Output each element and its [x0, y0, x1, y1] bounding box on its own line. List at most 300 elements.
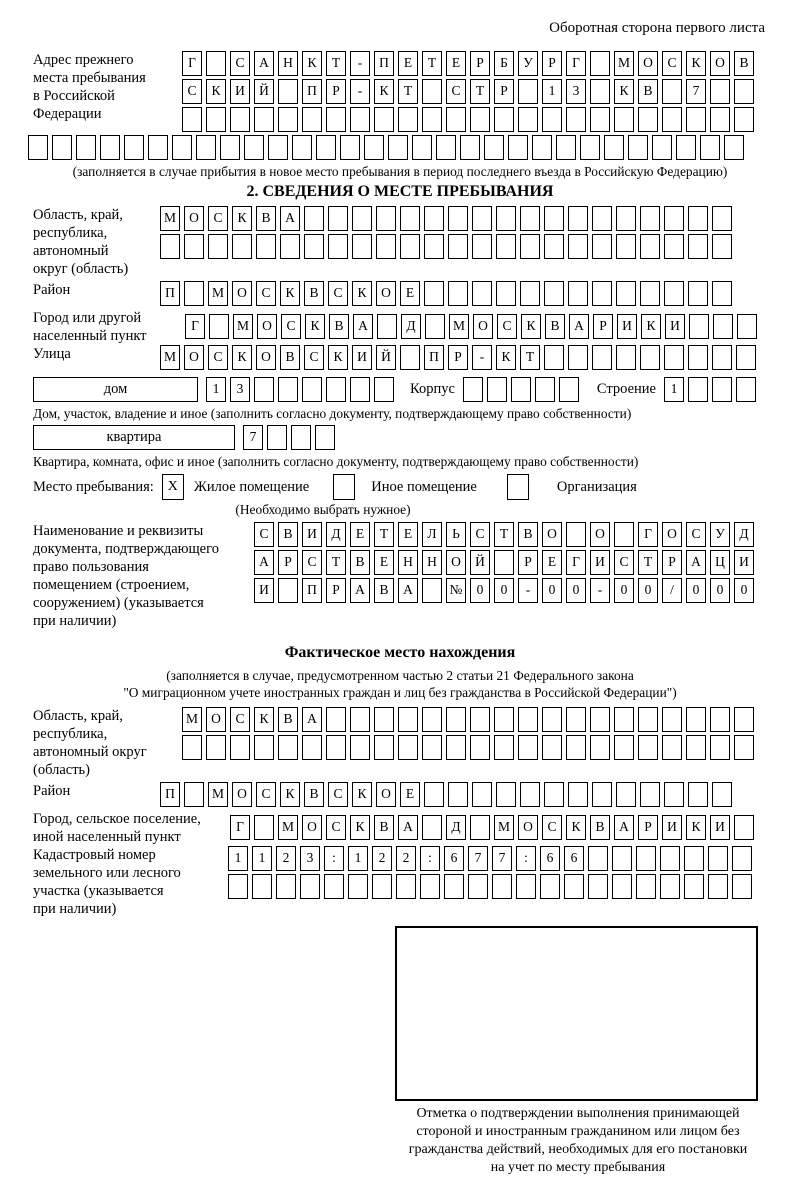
char-cell: И: [734, 550, 754, 575]
label-line: населенный пункт: [33, 328, 147, 344]
mesto-block: [33, 474, 767, 500]
char-cell: [511, 377, 531, 402]
char-cell: [542, 107, 562, 132]
char-cell: [712, 782, 732, 807]
label-line: документа, подтверждающего: [33, 541, 219, 557]
char-cell: [206, 107, 226, 132]
checkbox-inoe: [333, 474, 355, 500]
char-cell: [496, 782, 516, 807]
char-cell: [472, 206, 492, 231]
prev-address-note: (заполняется в случае прибытия в новое место пребывания в период последнего въезда в Российскую Федерацию): [72, 164, 728, 179]
char-cell: [304, 234, 324, 259]
char-cell: [328, 206, 348, 231]
char-cell: [372, 874, 392, 899]
char-cell: [424, 782, 444, 807]
char-cell: [377, 314, 397, 339]
char-cell: [184, 234, 204, 259]
char-cell: А: [614, 815, 634, 840]
char-cell: К: [641, 314, 661, 339]
option-org-label: Организация: [556, 478, 637, 495]
char-cell: П: [160, 782, 180, 807]
char-cell: [640, 206, 660, 231]
prev-address-row-2: [182, 79, 758, 104]
char-cell: [376, 206, 396, 231]
char-cell: [304, 206, 324, 231]
char-cell: 3: [300, 846, 320, 871]
stroenie-cells: [664, 377, 760, 402]
char-cell: Е: [350, 522, 370, 547]
char-cell: Р: [542, 51, 562, 76]
char-cell: -: [350, 79, 370, 104]
char-cell: [352, 206, 372, 231]
char-cell: [398, 107, 418, 132]
label-line: округ (область): [33, 261, 129, 277]
char-cell: С: [230, 51, 250, 76]
char-cell: [688, 345, 708, 370]
char-cell: К: [232, 345, 252, 370]
label-line: республика,: [33, 726, 108, 742]
char-cell: Е: [374, 550, 394, 575]
char-cell: [100, 135, 120, 160]
option-inoe-label: Иное помещение: [371, 478, 477, 495]
char-cell: [712, 345, 732, 370]
char-cell: [732, 846, 752, 871]
char-cell: А: [686, 550, 706, 575]
char-cell: [494, 550, 514, 575]
char-cell: [230, 735, 250, 760]
char-cell: [516, 874, 536, 899]
char-cell: [520, 234, 540, 259]
char-cell: [278, 107, 298, 132]
char-cell: [688, 782, 708, 807]
char-cell: 7: [492, 846, 512, 871]
label-line: иной населенный пункт: [33, 829, 181, 845]
label-line: Федерации: [33, 106, 102, 122]
char-cell: [326, 735, 346, 760]
char-cell: [487, 377, 507, 402]
char-cell: О: [256, 345, 276, 370]
char-cell: Р: [593, 314, 613, 339]
char-cell: [734, 815, 754, 840]
char-cell: М: [208, 782, 228, 807]
char-cell: [472, 234, 492, 259]
char-cell: [206, 51, 226, 76]
char-cell: [628, 135, 648, 160]
char-cell: С: [254, 522, 274, 547]
char-cell: [302, 735, 322, 760]
char-cell: [470, 107, 490, 132]
char-cell: [484, 135, 504, 160]
char-cell: [496, 281, 516, 306]
char-cell: [660, 846, 680, 871]
char-cell: [228, 874, 248, 899]
char-cell: О: [232, 782, 252, 807]
oblast-row-1: [160, 206, 736, 231]
char-cell: Н: [422, 550, 442, 575]
char-cell: А: [302, 707, 322, 732]
char-cell: О: [710, 51, 730, 76]
char-cell: 1: [664, 377, 684, 402]
char-cell: А: [254, 51, 274, 76]
char-cell: [724, 135, 744, 160]
char-cell: Г: [230, 815, 250, 840]
char-cell: Т: [398, 79, 418, 104]
char-cell: [590, 107, 610, 132]
option-zhiloe-label: Жилое помещение: [193, 478, 310, 495]
section2-title: 2. СВЕДЕНИЯ О МЕСТЕ ПРЕБЫВАНИЯ: [246, 183, 554, 200]
char-cell: Г: [566, 550, 586, 575]
char-cell: [684, 874, 704, 899]
oblast-label: [33, 206, 160, 278]
char-cell: [352, 234, 372, 259]
char-cell: [700, 135, 720, 160]
char-cell: 0: [686, 578, 706, 603]
char-cell: И: [230, 79, 250, 104]
kadastr-block: [33, 846, 767, 918]
char-cell: М: [160, 206, 180, 231]
char-cell: [252, 874, 272, 899]
char-cell: 0: [734, 578, 754, 603]
char-cell: [396, 874, 416, 899]
kvartira-label-box: квартира: [33, 425, 235, 450]
char-cell: Д: [446, 815, 466, 840]
char-cell: 6: [540, 846, 560, 871]
raion-block: [33, 281, 767, 309]
char-cell: С: [256, 281, 276, 306]
char-cell: [592, 782, 612, 807]
char-cell: [662, 79, 682, 104]
char-cell: [424, 206, 444, 231]
char-cell: Р: [518, 550, 538, 575]
page-title: Оборотная сторона первого листа: [549, 20, 765, 36]
char-cell: С: [182, 79, 202, 104]
char-cell: №: [446, 578, 466, 603]
char-cell: [640, 234, 660, 259]
char-cell: [640, 782, 660, 807]
char-cell: [350, 107, 370, 132]
char-cell: Й: [254, 79, 274, 104]
oblast-block: [33, 206, 767, 278]
fact-raion-row: [160, 782, 736, 807]
char-cell: [734, 735, 754, 760]
char-cell: [542, 735, 562, 760]
char-cell: [559, 377, 579, 402]
char-cell: И: [254, 578, 274, 603]
char-cell: [520, 782, 540, 807]
char-cell: [568, 281, 588, 306]
label-line: при наличии): [33, 613, 117, 629]
char-cell: [374, 735, 394, 760]
char-cell: Й: [376, 345, 396, 370]
char-cell: [710, 707, 730, 732]
char-cell: [340, 135, 360, 160]
oblast-row-2: [160, 234, 736, 259]
char-cell: [518, 735, 538, 760]
char-cell: [350, 377, 370, 402]
char-cell: [422, 79, 442, 104]
char-cell: Ь: [446, 522, 466, 547]
char-cell: [28, 135, 48, 160]
char-cell: П: [374, 51, 394, 76]
char-cell: 7: [243, 425, 263, 450]
char-cell: [232, 234, 252, 259]
char-cell: [688, 377, 708, 402]
char-cell: Р: [448, 345, 468, 370]
char-cell: [470, 735, 490, 760]
char-cell: [422, 107, 442, 132]
label-line: помещением (строением,: [33, 577, 190, 593]
char-cell: С: [256, 782, 276, 807]
char-cell: А: [398, 578, 418, 603]
char-cell: А: [353, 314, 373, 339]
char-cell: [710, 79, 730, 104]
char-cell: 1: [252, 846, 272, 871]
char-cell: [592, 281, 612, 306]
checkbox-org: [507, 474, 529, 500]
char-cell: [315, 425, 335, 450]
char-cell: [638, 707, 658, 732]
char-cell: [566, 107, 586, 132]
char-cell: 0: [542, 578, 562, 603]
char-cell: [686, 107, 706, 132]
char-cell: Л: [422, 522, 442, 547]
char-cell: [590, 51, 610, 76]
char-cell: [612, 874, 632, 899]
char-cell: -: [472, 345, 492, 370]
char-cell: О: [376, 782, 396, 807]
char-cell: [636, 846, 656, 871]
char-cell: [444, 874, 464, 899]
char-cell: Р: [638, 815, 658, 840]
char-cell: Д: [326, 522, 346, 547]
char-cell: [614, 107, 634, 132]
label-line: "О миграционном учете иностранных граждан и лиц без гражданства в Российской Федерации"): [123, 685, 677, 700]
char-cell: [568, 345, 588, 370]
char-cell: [736, 345, 756, 370]
dom-note: Дом, участок, владение и иное (заполнить согласно документу, подтверждающему право собственности): [33, 406, 632, 421]
char-cell: Т: [326, 51, 346, 76]
char-cell: В: [374, 815, 394, 840]
char-cell: О: [638, 51, 658, 76]
fact-raion-block: [33, 782, 767, 810]
kadastr-label: [33, 846, 228, 918]
char-cell: Р: [662, 550, 682, 575]
char-cell: С: [326, 815, 346, 840]
char-cell: К: [254, 707, 274, 732]
char-cell: [412, 135, 432, 160]
char-cell: [544, 281, 564, 306]
char-cell: Г: [566, 51, 586, 76]
document-row-1: [254, 522, 758, 547]
char-cell: [660, 874, 680, 899]
char-cell: Д: [401, 314, 421, 339]
char-cell: [636, 874, 656, 899]
char-cell: Р: [326, 79, 346, 104]
char-cell: [420, 874, 440, 899]
label-line: гражданства действий, необходимых для его постановки: [408, 1142, 748, 1157]
char-cell: К: [352, 281, 372, 306]
char-cell: [686, 735, 706, 760]
char-cell: [664, 234, 684, 259]
gorod-block: [33, 309, 767, 345]
char-cell: [244, 135, 264, 160]
char-cell: [712, 377, 732, 402]
char-cell: П: [302, 79, 322, 104]
char-cell: [544, 206, 564, 231]
char-cell: Е: [400, 281, 420, 306]
ulitsa-block: [33, 345, 767, 373]
char-cell: [254, 815, 274, 840]
checkbox-zhiloe: X: [162, 474, 184, 500]
char-cell: Е: [542, 550, 562, 575]
char-cell: [676, 135, 696, 160]
char-cell: [448, 782, 468, 807]
char-cell: К: [521, 314, 541, 339]
char-cell: В: [280, 345, 300, 370]
char-cell: [302, 377, 322, 402]
label-line: Область, край,: [33, 708, 123, 724]
char-cell: Н: [398, 550, 418, 575]
char-cell: [710, 735, 730, 760]
char-cell: Г: [638, 522, 658, 547]
char-cell: [580, 135, 600, 160]
char-cell: [230, 107, 250, 132]
char-cell: [276, 874, 296, 899]
char-cell: К: [350, 815, 370, 840]
char-cell: К: [496, 345, 516, 370]
char-cell: [425, 314, 445, 339]
char-cell: 0: [614, 578, 634, 603]
char-cell: [614, 707, 634, 732]
char-cell: К: [352, 782, 372, 807]
fact-gorod-row: [230, 815, 758, 840]
char-cell: И: [665, 314, 685, 339]
char-cell: [592, 345, 612, 370]
label-line: автономный: [33, 243, 109, 259]
kvartira-note: Квартира, комната, офис и иное (заполнить согласно документу, подтверждающему право собственности): [33, 454, 639, 469]
char-cell: А: [254, 550, 274, 575]
char-cell: [148, 135, 168, 160]
char-cell: М: [449, 314, 469, 339]
char-cell: [424, 281, 444, 306]
char-cell: О: [257, 314, 277, 339]
char-cell: [348, 874, 368, 899]
char-cell: О: [542, 522, 562, 547]
char-cell: 2: [396, 846, 416, 871]
char-cell: [463, 377, 483, 402]
label-line: на учет по месту пребывания: [490, 1160, 666, 1175]
char-cell: В: [278, 522, 298, 547]
char-cell: 2: [372, 846, 392, 871]
char-cell: В: [278, 707, 298, 732]
char-cell: [398, 707, 418, 732]
char-cell: О: [446, 550, 466, 575]
fact-oblast-row-2: [182, 735, 758, 760]
char-cell: [300, 874, 320, 899]
char-cell: -: [590, 578, 610, 603]
char-cell: [350, 735, 370, 760]
char-cell: С: [281, 314, 301, 339]
fact-oblast-label: [33, 707, 182, 779]
char-cell: Р: [326, 578, 346, 603]
char-cell: [364, 135, 384, 160]
char-cell: У: [518, 51, 538, 76]
char-cell: К: [280, 281, 300, 306]
char-cell: [492, 874, 512, 899]
char-cell: [604, 135, 624, 160]
char-cell: П: [302, 578, 322, 603]
char-cell: С: [662, 51, 682, 76]
char-cell: 1: [228, 846, 248, 871]
char-cell: -: [518, 578, 538, 603]
label-line: сооружением) (указывается: [33, 595, 204, 611]
label-line: (область): [33, 762, 90, 778]
char-cell: [566, 707, 586, 732]
char-cell: Е: [398, 522, 418, 547]
label-line: Область, край,: [33, 207, 123, 223]
char-cell: [710, 107, 730, 132]
char-cell: [326, 707, 346, 732]
char-cell: [664, 281, 684, 306]
char-cell: [664, 782, 684, 807]
char-cell: [518, 107, 538, 132]
char-cell: [400, 206, 420, 231]
label-line: участка (указывается: [33, 883, 164, 899]
char-cell: М: [208, 281, 228, 306]
char-cell: С: [208, 206, 228, 231]
char-cell: 0: [566, 578, 586, 603]
char-cell: [448, 281, 468, 306]
char-cell: [350, 707, 370, 732]
char-cell: [640, 281, 660, 306]
fact-raion-label: Район: [33, 783, 71, 799]
char-cell: [662, 735, 682, 760]
char-cell: А: [569, 314, 589, 339]
char-cell: [688, 206, 708, 231]
char-cell: [566, 735, 586, 760]
char-cell: М: [160, 345, 180, 370]
char-cell: [494, 107, 514, 132]
char-cell: Б: [494, 51, 514, 76]
char-cell: О: [206, 707, 226, 732]
char-cell: 1: [206, 377, 226, 402]
char-cell: [684, 846, 704, 871]
label-line: Город или другой: [33, 310, 142, 326]
char-cell: [400, 345, 420, 370]
dom-cells: [206, 377, 398, 402]
char-cell: В: [304, 281, 324, 306]
char-cell: [638, 107, 658, 132]
label-line: при наличии): [33, 901, 117, 917]
char-cell: [326, 377, 346, 402]
stamp-box: [395, 926, 758, 1101]
char-cell: М: [278, 815, 298, 840]
label-line: Кадастровый номер: [33, 847, 156, 863]
char-cell: [616, 345, 636, 370]
char-cell: Р: [278, 550, 298, 575]
char-cell: [664, 206, 684, 231]
prev-address-block: [33, 51, 767, 135]
char-cell: [374, 377, 394, 402]
char-cell: А: [280, 206, 300, 231]
char-cell: [494, 707, 514, 732]
char-cell: 0: [710, 578, 730, 603]
label-line: право пользования: [33, 559, 149, 575]
char-cell: П: [424, 345, 444, 370]
char-cell: [590, 707, 610, 732]
char-cell: К: [206, 79, 226, 104]
document-row-3: [254, 578, 758, 603]
